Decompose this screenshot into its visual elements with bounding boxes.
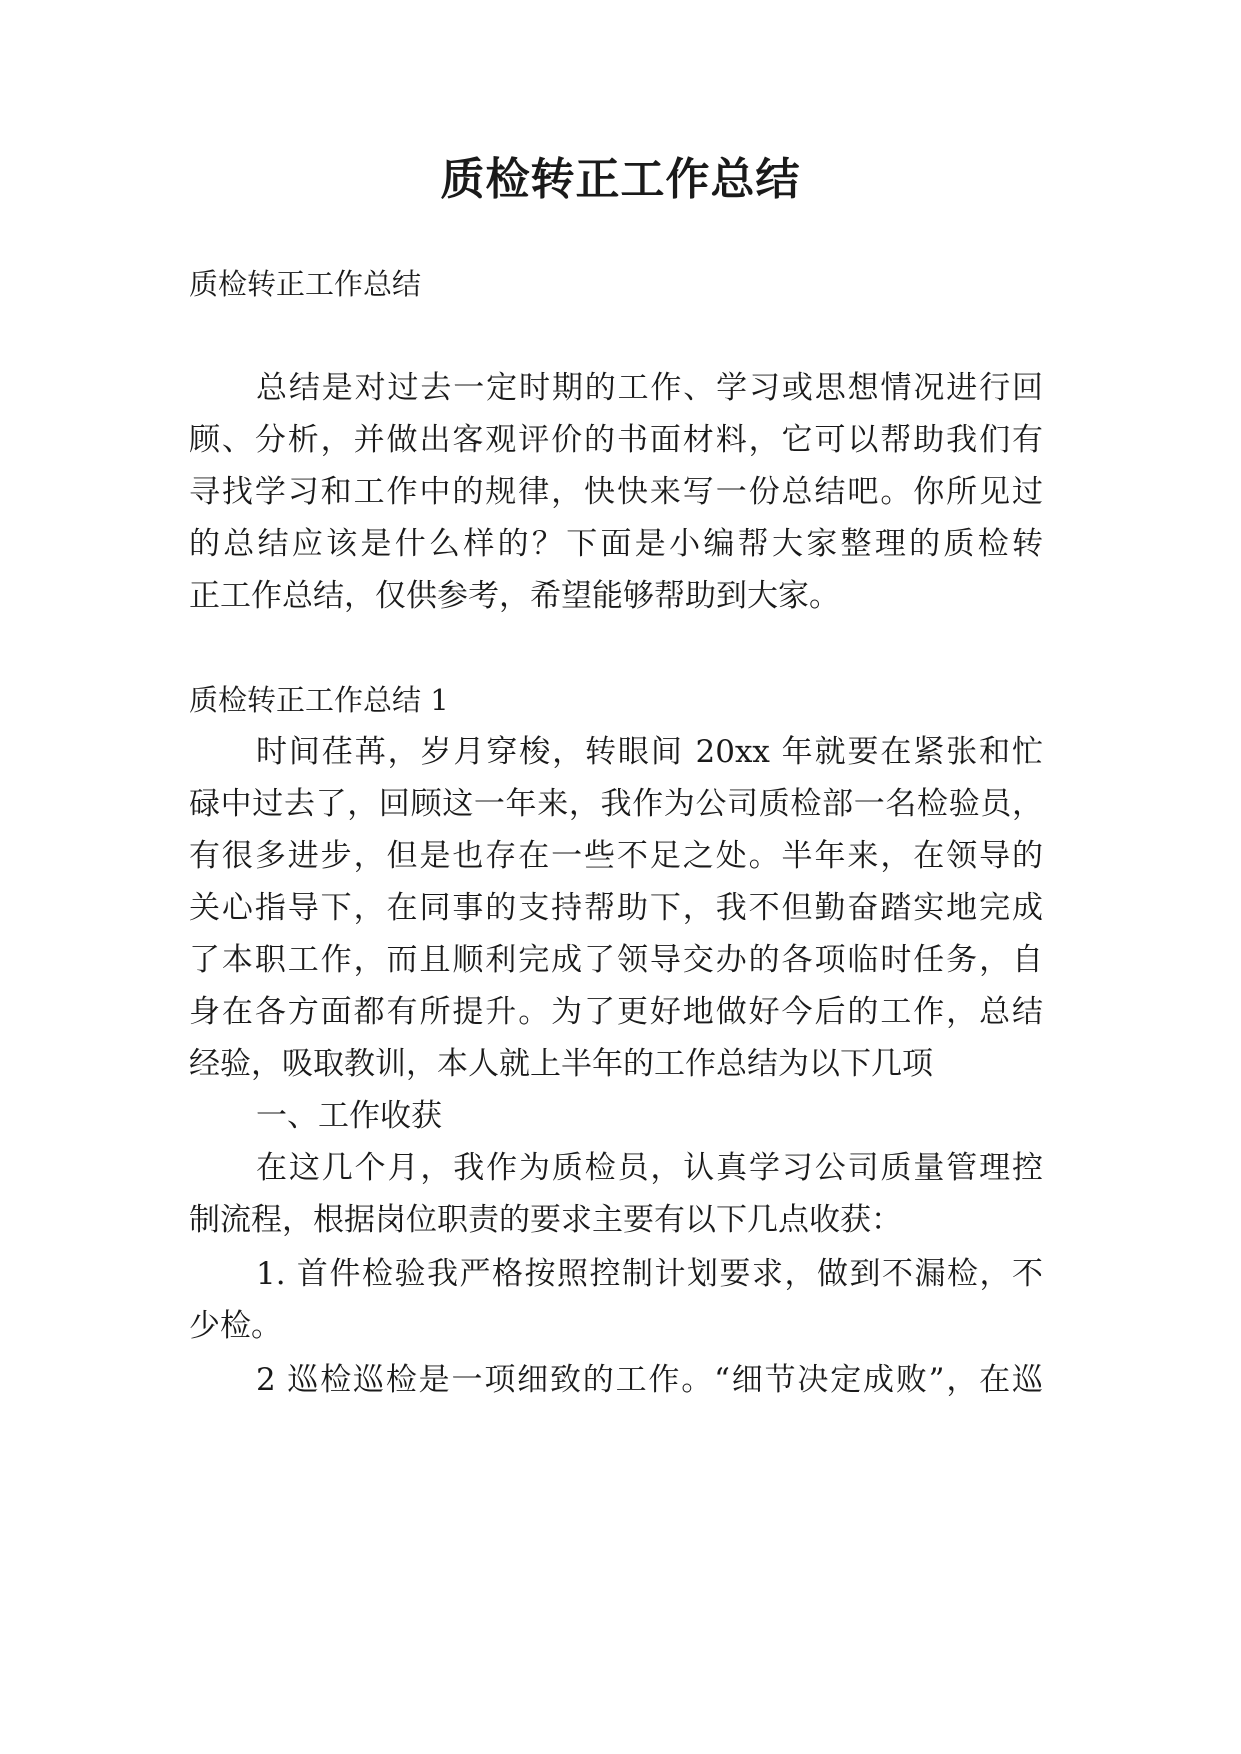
section1-line: 关心指导下，在同事的支持帮助下，我不但勤奋踏实地完成 [189,890,1043,926]
section1-line: 有很多进步，但是也存在一些不足之处。半年来，在领导的 [189,838,1043,874]
list-item-1: 少检。 [189,1308,282,1344]
section1-line: 经验，吸取教训，本人就上半年的工作总结为以下几项 [189,1046,933,1082]
intro-line: 总结是对过去一定时期的工作、学习或思想情况进行回 [256,370,1043,406]
gains-line: 在这几个月，我作为质检员，认真学习公司质量管理控 [256,1150,1043,1186]
gains-line: 制流程，根据岗位职责的要求主要有以下几点收获： [189,1202,902,1238]
subheading-gains: 一、工作收获 [256,1098,442,1134]
intro-line: 顾、分析，并做出客观评价的书面材料，它可以帮助我们有 [189,422,1043,458]
intro-line: 的总结应该是什么样的？下面是小编帮大家整理的质检转 [189,526,1043,562]
section1-line: 身在各方面都有所提升。为了更好地做好今后的工作，总结 [189,994,1043,1030]
document-title: 质检转正工作总结 [440,154,801,205]
intro-line: 正工作总结，仅供参考，希望能够帮助到大家。 [189,578,840,614]
list-item-2: 2 巡检巡检是一项细致的工作。“细节决定成败”，在巡 [256,1362,1043,1398]
section-heading: 质检转正工作总结 1 [189,683,449,717]
section1-line: 碌中过去了，回顾这一年来，我作为公司质检部一名检验员， [189,786,1043,822]
list-item-1: 1. 首件检验我严格按照控制计划要求，做到不漏检，不 [256,1256,1043,1292]
section1-line: 时间荏苒，岁月穿梭，转眼间 20xx 年就要在紧张和忙 [256,734,1043,770]
intro-line: 寻找学习和工作中的规律，快快来写一份总结吧。你所见过 [189,474,1043,510]
document-subtitle: 质检转正工作总结 [189,267,422,301]
section1-line: 了本职工作，而且顺利完成了领导交办的各项临时任务，自 [189,942,1043,978]
